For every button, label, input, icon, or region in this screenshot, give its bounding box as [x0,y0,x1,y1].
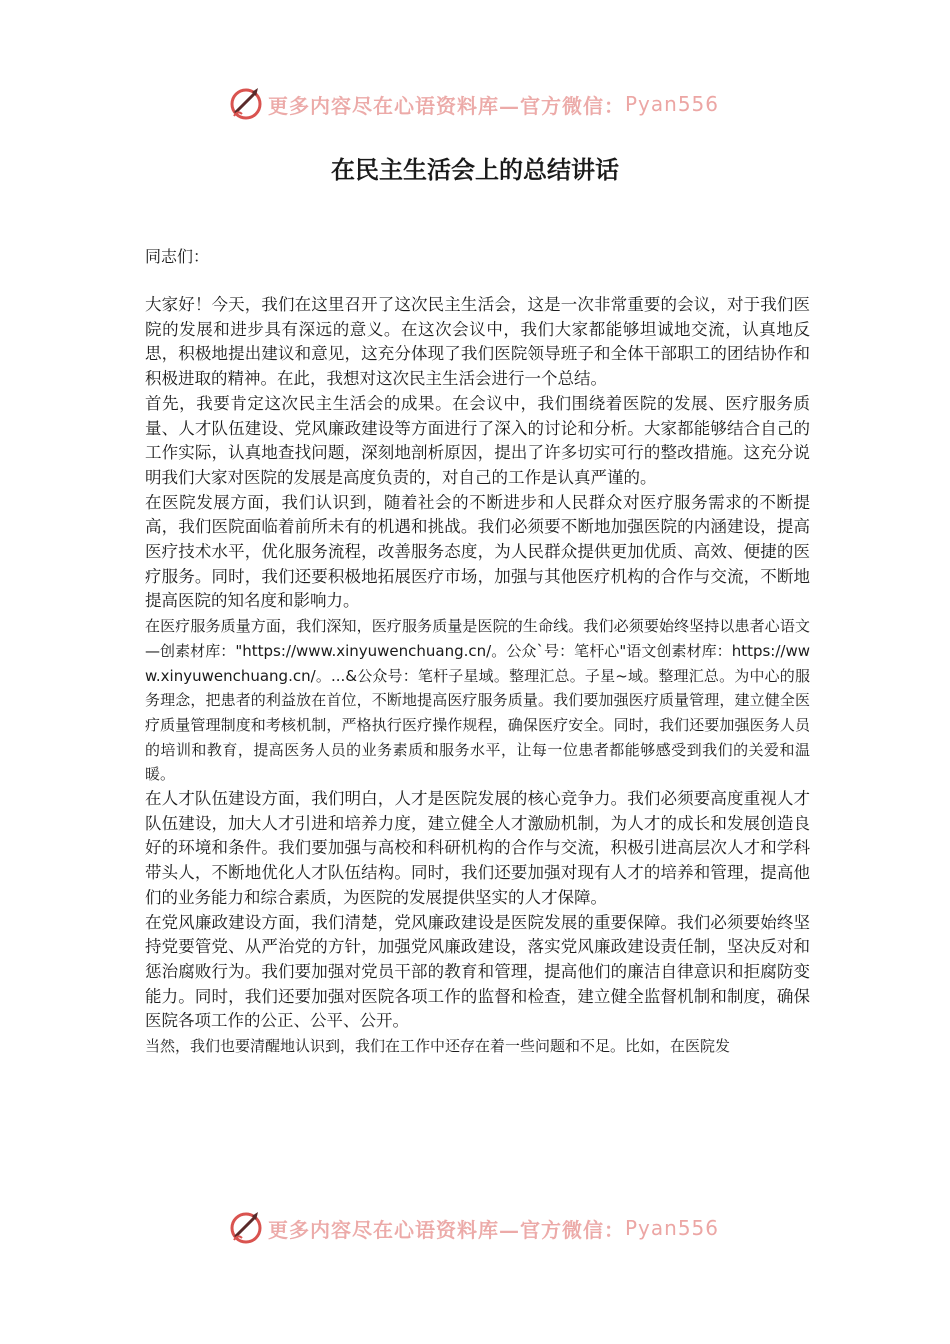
paragraph: 在医院发展方面，我们认识到，随着社会的不断进步和人民群众对医疗服务需求的不断提高，我们医院面临着前所未有的机遇和挑战。我们必须要不断地加强医院的内涵建设，提高医疗技术水平，优化服务流程，改善服务态度，为人民群众提供更加优质、高效、便捷的医疗服务。同时，我们还要积极地拓展医疗市场，加强与其他医疗机构的合作与交流，不断地提高医院的知名度和影响力。 [145,492,810,611]
banner-text: 更多内容尽在心语资料库—官方微信： [268,93,625,118]
paragraph: 当然，我们也要清醒地认识到，我们在工作中还存在着一些问题和不足。比如，在医院发 [145,1037,731,1056]
banner-wechat-id: Pyan556 [625,92,720,116]
paragraph: 大家好！今天，我们在这里召开了这次民主生活会，这是一次非常重要的会议，对于我们医院的发展和进步具有深远的意义。在这次会议中，我们大家都能够坦诚地交流，认真地反思，积极地提出建议和意见，这充分体现了我们医院领导班子和全体干部职工的团结协作和积极进取的精神。在此，我想对这次民主生活会进行一个总结。 [145,295,810,389]
brush-logo-icon [228,86,264,122]
salutation: 同志们： [145,247,210,266]
paragraph: 在党风廉政建设方面，我们清楚，党风廉政建设是医院发展的重要保障。我们必须要始终坚持党要管党、从严治党的方针，加强党风廉政建设，落实党风廉政建设责任制，坚决反对和惩治腐败行为。我们要加强对党员干部的教育和管理，提高他们的廉洁自律意识和拒腐防变能力。同时，我们还要加强对医院各项工作的监督和检查，建立健全监督机制和制度，确保医院各项工作的公正、公平、公开。 [145,912,810,1031]
banner-wechat-id: Pyan556 [625,1216,720,1240]
brush-logo-icon [228,1210,264,1246]
footer-watermark-banner [228,1208,728,1248]
header-watermark-banner [228,84,728,124]
paragraph: 在医疗服务质量方面，我们深知，医疗服务质量是医院的生命线。我们必须要始终坚持以患者心语文—创素材库："https://www.xinyuwenchuang.cn/。公众`号：笔杆心"语文创素材库：https://www.xinyuwenchuang.cn/。...&公众号：笔杆子星域。整理汇总。子星~域。整理汇总。为中心的服务理念，把患者的利益放在首位，不断地提高医疗服务质量。我们要加强医疗质量管理，建立健全医疗质量管理制度和考核机制，严格执行医疗操作规程，确保医疗安全。同时，我们还要加强医务人员的培训和教育，提高医务人员的业务素质和服务水平，让每一位患者都能够感受到我们的关爱和温暖。 [145,617,810,784]
paragraph: 在人才队伍建设方面，我们明白，人才是医院发展的核心竞争力。我们必须要高度重视人才队伍建设，加大人才引进和培养力度，建立健全人才激励机制，为人才的成长和发展创造良好的环境和条件。我们要加强与高校和科研机构的合作与交流，积极引进高层次人才和学科带头人，不断地优化人才队伍结构。同时，我们还要加强对现有人才的培养和管理，提高他们的业务能力和综合素质，为医院的发展提供坚实的人才保障。 [145,789,810,907]
document-title: 在民主生活会上的总结讲话 [331,155,619,184]
document-body [145,293,810,1059]
paragraph: 首先，我要肯定这次民主生活会的成果。在会议中，我们围绕着医院的发展、医疗服务质量、人才队伍建设、党风廉政建设等方面进行了深入的讨论和分析。大家都能够结合自己的工作实际，认真地查找问题，深刻地剖析原因，提出了许多切实可行的整改措施。这充分说明我们大家对医院的发展是高度负责的，对自己的工作是认真严谨的。 [145,393,810,487]
banner-text: 更多内容尽在心语资料库—官方微信： [268,1217,625,1242]
